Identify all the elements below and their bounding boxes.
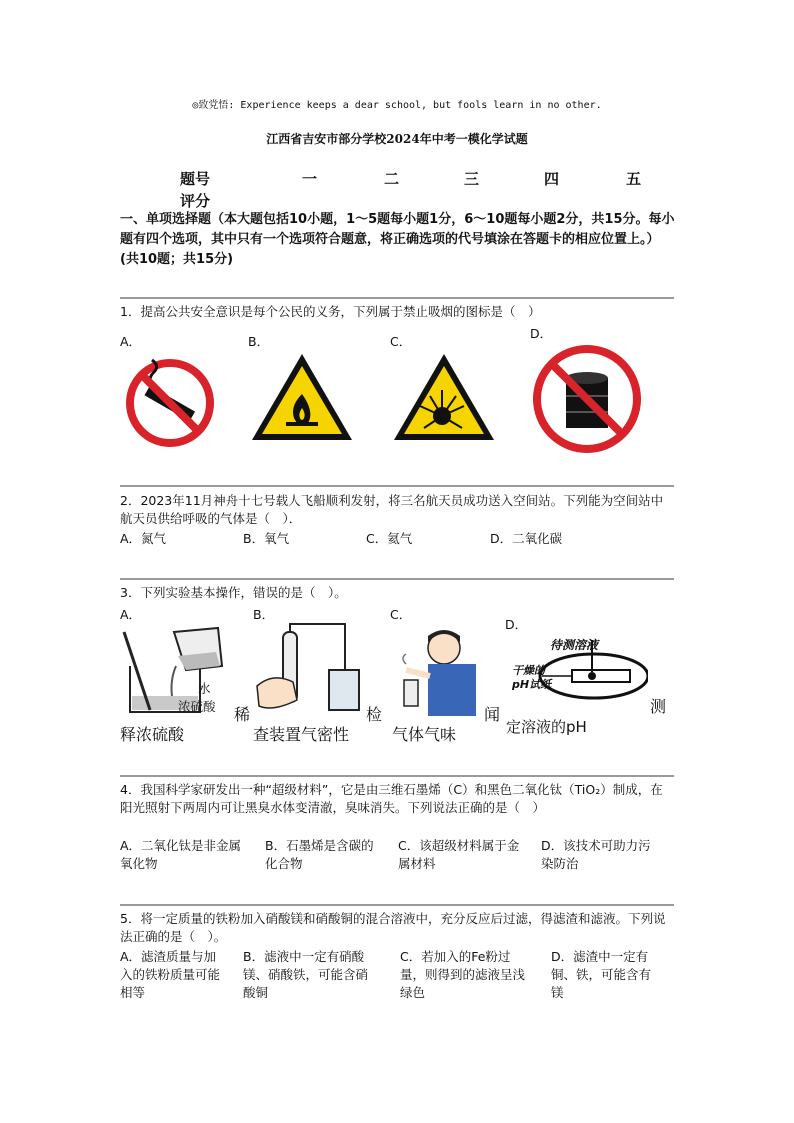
score-col-2: 二 <box>384 170 400 188</box>
q1-label-b: B． <box>248 334 270 349</box>
q3a-tail: 稀 <box>234 705 251 724</box>
flammable-warning-sign <box>248 350 356 445</box>
score-table <box>180 168 660 188</box>
q3c-caption: 气体气味 <box>392 725 457 744</box>
q2-option-b: B．氧气 <box>243 531 290 546</box>
score-col-4: 四 <box>544 170 560 188</box>
q5-option-d-line: 镁 <box>551 985 564 1000</box>
q4-option-d-line2: 染防治 <box>541 856 579 871</box>
q4-option-b-line1: B．石墨烯是含碳的 <box>265 838 374 853</box>
question-4-stem: 4．我国科学家研发出一种“超级材料”，它是由三维石墨烯（C）和黑色二氧化钛（TiO₂）制成，在阳光照射下两周内可让黑臭水体变清澈，臭味消失。下列说法正确的是（ ） <box>120 782 663 815</box>
explosive-warning-sign <box>390 350 498 445</box>
q3d-label-left2: pH试纸 <box>512 678 552 691</box>
q5-option-b <box>243 948 368 1002</box>
q5-option-a-line: 相等 <box>120 985 146 1000</box>
q2-option-c: C．氦气 <box>366 531 413 546</box>
q5-option-a <box>120 948 220 1002</box>
q5-option-b-line: 镁、硝酸铁，可能含硝 <box>243 967 369 982</box>
q3b-tail: 检 <box>366 705 383 724</box>
q5-option-b-line: B．滤液中一定有硝酸 <box>243 949 365 964</box>
divider <box>120 578 674 580</box>
q4-option-c-line1: C．该超级材料属于金 <box>398 838 520 853</box>
question-5-stem: 5．将一定质量的铁粉加入硝酸镁和硝酸铜的混合溶液中，充分反应后过滤，得滤渣和滤液。下列说法正确的是（ ）。 <box>120 911 666 944</box>
q3b-caption: 查装置气密性 <box>253 725 350 744</box>
q2-option-a: A．氮气 <box>120 531 167 546</box>
prohibited-drum-sign <box>530 342 644 456</box>
q3a-caption: 释浓硫酸 <box>120 725 185 744</box>
divider <box>120 775 674 777</box>
q3d-label-left1: 干燥的 <box>512 664 545 677</box>
score-col-3: 三 <box>464 170 480 188</box>
question-3-stem: 3．下列实验基本操作，错误的是（ ）。 <box>120 585 347 600</box>
q3-label-b: B． <box>253 607 275 622</box>
q3c-tail: 闻 <box>484 705 501 724</box>
q3d-caption: 定溶液的pH <box>506 718 587 736</box>
q4-option-c-line2: 属材料 <box>398 856 436 871</box>
smelling-gas-illustration <box>392 624 484 720</box>
divider <box>120 485 674 487</box>
q5-option-c-line: 绿色 <box>400 985 426 1000</box>
score-row-label: 评分 <box>180 192 211 210</box>
motto: ◎致党悟: Experience keeps a dear school, but fools learn in no other. <box>192 100 602 111</box>
q5-option-d <box>551 948 651 1002</box>
q1-label-c: C． <box>390 334 412 349</box>
q3d-tail: 测 <box>650 697 667 716</box>
page-title: 江西省吉安市部分学校2024年中考一模化学试题 <box>266 132 528 146</box>
q3a-acid-label: 浓硫酸 <box>178 699 216 714</box>
q4-option-a-line2: 氧化物 <box>120 856 158 871</box>
score-col-1: 一 <box>302 170 318 188</box>
score-header: 题号 <box>180 170 211 188</box>
q3-label-c: C． <box>390 607 412 622</box>
q5-option-c <box>400 948 525 1002</box>
question-2-stem: 2．2023年11月神舟十七号载人飞船顺利发射，将三名航天员成功送入空间站。下列能为空间站中航天员供给呼吸的气体是（ ）． <box>120 493 664 526</box>
q5-option-d-line: 铜、铁，可能含有 <box>551 967 652 982</box>
q5-option-a-line: A．滤渣质量与加 <box>120 949 217 964</box>
q3-label-a: A． <box>120 607 142 622</box>
no-smoking-sign <box>120 358 220 448</box>
airtightness-check-illustration <box>253 622 365 720</box>
q5-option-b-line: 酸铜 <box>243 985 269 1000</box>
question-1-stem: 1．提高公共安全意识是每个公民的义务，下列属于禁止吸烟的图标是（ ） <box>120 304 541 319</box>
q4-option-a-line1: A．二氧化钛是非金属 <box>120 838 242 853</box>
q3d-label-top: 待测溶液 <box>550 638 599 652</box>
q4-option-d-line1: D．该技术可助力污 <box>541 838 651 853</box>
score-col-5: 五 <box>626 170 642 188</box>
q5-option-d-line: D．滤渣中一定有 <box>551 949 649 964</box>
q2-option-d: D．二氧化碳 <box>490 531 563 546</box>
q1-label-a: A． <box>120 334 142 349</box>
q1-label-d: D． <box>530 326 553 341</box>
q3-label-d: D． <box>505 617 528 632</box>
q5-option-c-line: C．若加入的Fe粉过 <box>400 949 511 964</box>
divider <box>120 297 674 299</box>
q5-option-a-line: 入的铁粉质量可能 <box>120 967 221 982</box>
q4-option-b-line2: 化合物 <box>265 856 303 871</box>
section-heading: 一、单项选择题（本大题包括10小题，1～5题每小题1分，6～10题每小题2分，共15分。每小题有四个选项，其中只有一个选项符合题意，将正确选项的代号填涂在答题卡的相应位置上。）(共10题；共15分) <box>120 212 675 267</box>
divider <box>120 904 674 906</box>
q5-option-c-line: 量，则得到的滤液呈浅 <box>400 967 526 982</box>
q3a-water-label: 水 <box>198 681 211 696</box>
